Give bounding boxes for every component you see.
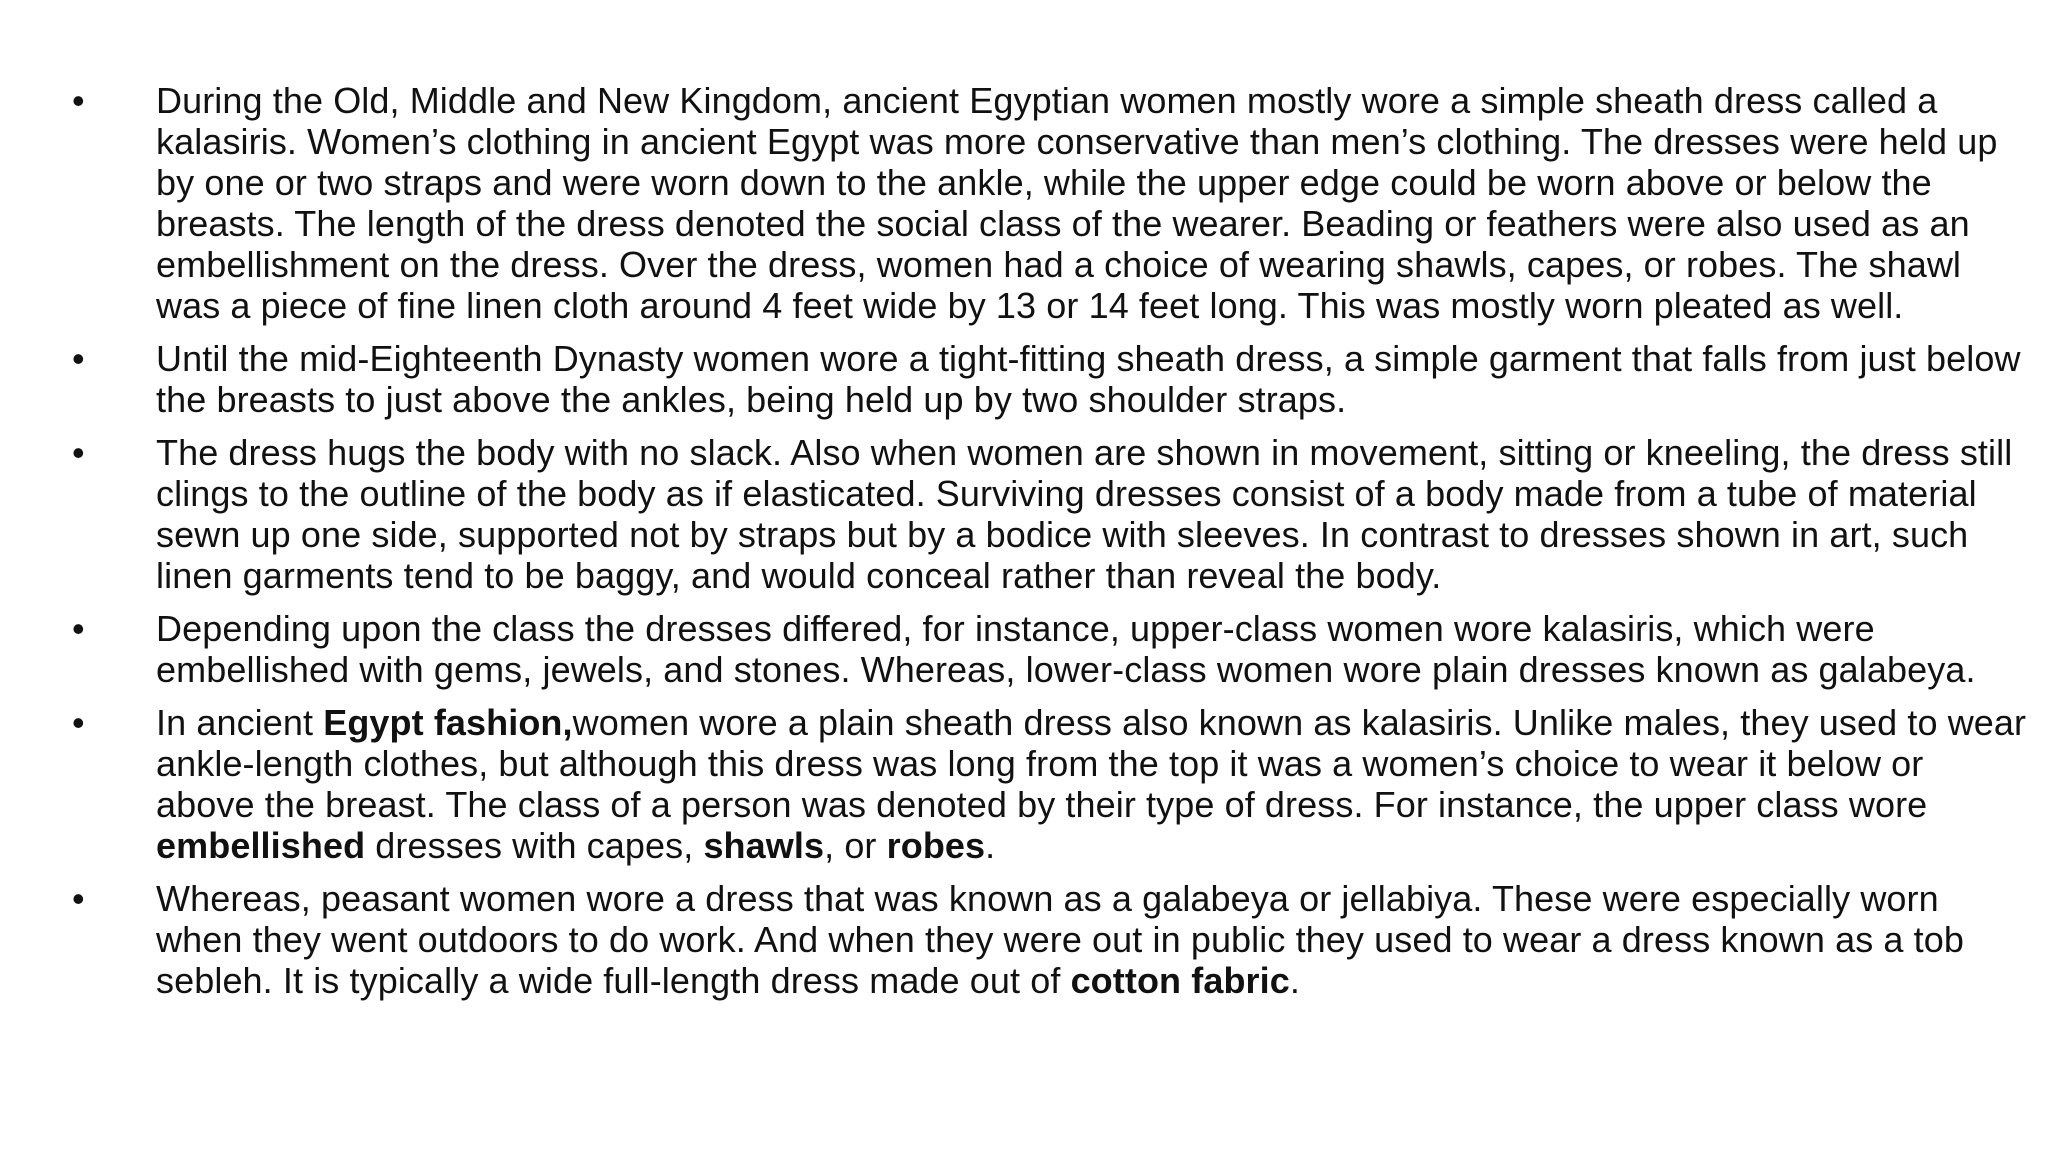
bullet-marker: • [72,702,85,743]
bold-text-segment: cotton fabric [1070,960,1290,1001]
text-segment: dresses with capes, [365,825,704,866]
bullet-item [72,338,2032,420]
bullet-text [156,338,2021,420]
bold-text-segment: Egypt fashion, [323,702,573,743]
bullet-item [72,702,2032,866]
text-segment: In ancient [156,702,324,743]
bullet-marker: • [72,432,85,473]
bullet-text [156,80,1997,326]
bullet-marker: • [72,878,85,919]
bold-text-segment: robes [886,825,986,866]
bullet-item [72,432,2032,596]
bold-text-segment: shawls [703,825,825,866]
text-segment: Depending upon the class the dresses differed, for instance, upper-class women wore kalasiris, which were embellished with gems, jewels, and stones. Whereas, lower-class women wore plain dresses known as galabeya. [156,608,1976,690]
bullet-item [72,608,2032,690]
text-segment: women wore a plain sheath dress also known as kalasiris. Unlike males, they used to wear ankle-length clothes, but although this dress was long from the top it was a women’s choice to wear it below or above the breast. The class of a person was denoted by their type of dress. For instance, the upper class wore [156,702,2027,825]
bold-text-segment: embellished [156,825,366,866]
text-segment: During the Old, Middle and New Kingdom, ancient Egyptian women mostly wore a simple sheath dress called a kalasiris. Women’s clothing in ancient Egypt was more conservative than men’s clothing. The dresses were held up by one or two straps and were worn down to the ankle, while the upper edge could be worn above or below the breasts. The length of the dress denoted the social class of the wearer. Beading or feathers were also used as an embellishment on the dress. Over the dress, women had a choice of wearing shawls, capes, or robes. The shawl was a piece of fine linen cloth around 4 feet wide by 13 or 14 feet long. This was mostly worn pleated as well. [156,80,1998,326]
text-segment: The dress hugs the body with no slack. Also when women are shown in movement, sitting or kneeling, the dress still clings to the outline of the body as if elasticated. Surviving dresses consist of a body made from a tube of material sewn up one side, supported not by straps but by a bodice with sleeves. In contrast to dresses shown in art, such linen garments tend to be baggy, and would conceal rather than reveal the body. [156,432,2013,596]
bullet-text [156,702,2026,866]
text-segment: Until the mid-Eighteenth Dynasty women wore a tight-fitting sheath dress, a simple garment that falls from just below the breasts to just above the ankles, being held up by two shoulder straps. [156,338,2021,420]
bullet-list [72,80,2032,1013]
bullet-text [156,878,1964,1001]
bullet-marker: • [72,608,85,649]
text-segment: , or [824,825,887,866]
text-segment: . [985,825,996,866]
bullet-marker: • [72,338,85,379]
text-segment: . [1289,960,1300,1001]
text-segment: Whereas, peasant women wore a dress that was known as a galabeya or jellabiya. These were especially worn when they went outdoors to do work. And when they were out in public they used to wear a dress known as a tob sebleh. It is typically a wide full-length dress made out of [156,878,1964,1001]
bullet-item [72,878,2032,1001]
bullet-text [156,608,1976,690]
bullet-marker: • [72,80,85,121]
bullet-text [156,432,2012,596]
bullet-item [72,80,2032,326]
